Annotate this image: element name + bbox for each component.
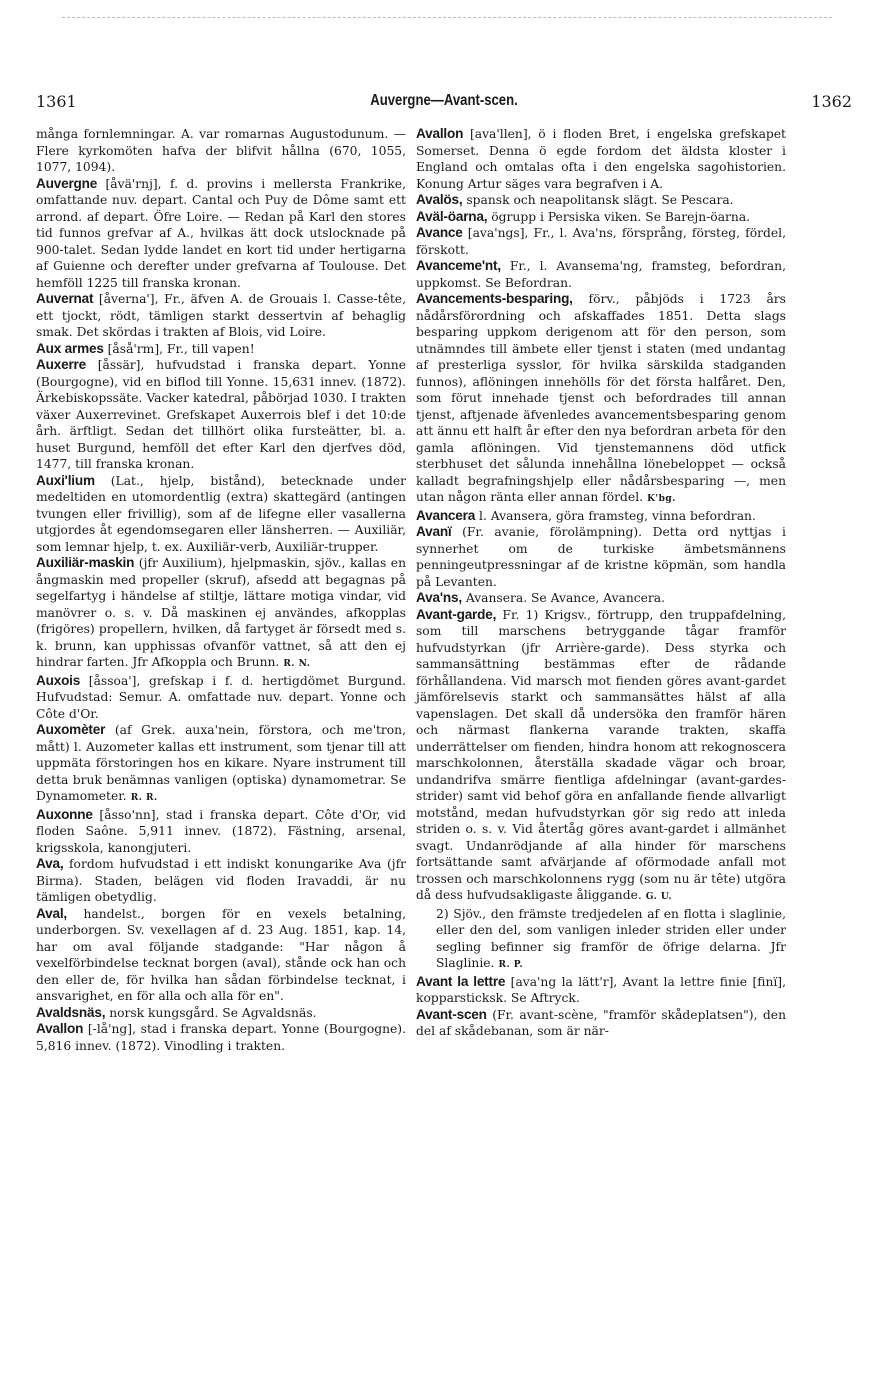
author-signature: K'bg. (647, 494, 676, 504)
entry-text: l. Avansera, göra framsteg, vinna befordran. (475, 508, 756, 523)
entry-text: [åverna'], Fr., äfven A. de Grouais l. Casse-tête, ett tjockt, rödt, tämligen starkt dessertvin af behaglig smak. Det skördas i trakten af Blois, vid Loire. (36, 292, 406, 339)
dictionary-entry (36, 856, 406, 906)
entry-text: Avansera. Se Avance, Avancera. (461, 591, 666, 605)
entry-text: [åssär], hufvudstad i franska depart. Yonne (Bourgogne), vid en biflod till Yonne. 15,631 innev. (1872). Ärkebiskopssäte. Vacker katedral, påbörjad 1030. I trakten växer Auxerrevinet. Grefskapet Auxerrois blef i det 10:de årh. ärftligt. Sedan det tillhört olika fursteätter, bl. a. huset Burgund, hemföll det efter Karl den djerfves död, 1477, till franska kronan. (36, 358, 406, 471)
entry-headword: Aval, (36, 905, 67, 921)
entry-text: (Fr. avanie, förolämpning). Detta ord nyttjas i synnerhet om de turkiske ämbetsmännens penningeutpressningar af de kristne köpmän, som handla på Levanten. (416, 525, 786, 589)
entry-text: [-lå'ng], stad i franska depart. Yonne (Bourgogne). 5,816 innev. (1872). Vinodling i trakten. (36, 1022, 406, 1053)
dictionary-entry (36, 357, 406, 473)
page-number-right: 1362 (811, 92, 852, 111)
running-title: Auvergne—Avant-scen. (370, 92, 518, 109)
dictionary-entry (416, 209, 786, 226)
entry-text: handelst., borgen för en vexels betalning, underborgen. Sv. vexellagen af d. 23 Aug. 1851, kap. 14, har om aval följande stadgande: "Har någon å vexelförbindelse tecknat borgen (aval), stånde ock han och den eller de, för hvilka han sådan förbindelse tecknat, i ansvarighet, en för alla och alla för en". (36, 906, 406, 1003)
entry-text: [ava'ng la lätt'r], Avant la lettre finie [finï], kopparsticksk. Se Aftryck. (416, 974, 786, 1005)
entry-headword: Aux armes (36, 340, 104, 356)
dictionary-entry (36, 1005, 406, 1022)
dictionary-entry (36, 722, 406, 807)
entry-text: [åsso'nn], stad i franska depart. Côte d'Or, vid floden Saône. 5,911 innev. (1872). Fästning, arsenal, krigsskola, kanongjuteri. (36, 807, 406, 855)
entry-headword: Auxerre (36, 357, 86, 372)
dictionary-entry (36, 807, 406, 857)
entry-headword: Avancements-besparing, (416, 291, 573, 306)
entry-headword: Auxomèter (36, 722, 106, 737)
dictionary-entry (36, 176, 406, 292)
entry-headword: Avant-scen (416, 1006, 487, 1022)
dictionary-entry (36, 341, 406, 358)
dictionary-entry (36, 126, 406, 176)
dictionary-entry (416, 508, 786, 525)
dictionary-entry (416, 524, 786, 590)
entry-headword: Avance (416, 225, 463, 240)
entry-headword: Avancera (416, 507, 476, 523)
entry-text: spansk och neapolitansk slägt. Se Pescara. (462, 193, 734, 207)
dictionary-entry (416, 974, 786, 1007)
entry-text: (jfr Auxilium), hjelpmaskin, sjöv., kallas en ångmaskin med propeller (skruf), afsedd att begagnas på segelfartyg i händelse af stiltje, lättare motiga vindar, vid manövrer o. s. v. Då maskinen ej användes, afkopplas (frigöres) propellern, hvilken, då fartyget är försedt med s. k. brunn, kan upphissas ofvanför vattnet, så att den ej hindrar farten. Jfr Afkoppla och Brunn. (36, 556, 406, 669)
entry-headword: Avallon (416, 126, 464, 141)
dictionary-entry (416, 906, 786, 974)
entry-text: många fornlemningar. A. var romarnas Augustodunum. — Flere kyrkomöten hafva der blifvit hållna (670, 1055, 1077, 1094). (36, 127, 406, 174)
entry-headword: Ava, (36, 856, 64, 871)
entry-headword: Avanceme'nt, (416, 258, 501, 273)
dictionary-entry (416, 607, 786, 906)
entry-headword: Avant la lettre (416, 973, 506, 989)
dictionary-entry (416, 126, 786, 192)
entry-text: [åså'rm], Fr., till vapen! (103, 341, 255, 356)
dictionary-entry (36, 555, 406, 673)
right-column (416, 126, 786, 1040)
entry-headword: Avallon (36, 1021, 84, 1036)
entry-text: förv., påbjöds i 1723 års nådårsförordning och afskaffades 1851. Detta slags besparing uppkom derigenom att för den person, som utnämndes till ämbete eller tjenst i staten (med undantag af presterliga sysslor, för hvilka särskilda stadganden funnos), aflöningen innehölls för det första halfåret. Den, som förut innehade tjenst och befordrades till annan tjenst, aftjenade äfvenledes avancementsbesparing genom att ännu ett halft år efter den nya befordran arbeta för den gamla aflöningen. Vid tjenstemannens död utfick sterbhuset det sålunda innehållna lönebeloppet — också kalladt begrafningshjelp eller nådårsbesparing —, men utan någon ränta eller annan fördel. (416, 292, 786, 504)
entry-headword: Auxois (36, 672, 81, 688)
dictionary-entry (416, 590, 786, 607)
author-signature: G. U. (645, 892, 673, 902)
entry-text: norsk kungsgård. Se Agvaldsnäs. (105, 1005, 317, 1020)
entry-text: Fr. 1) Krigsv., förtrupp, den truppafdelning, som till marschens betryggande tågar framför hufvudstyrkan (jfr Arrière-garde). Dess styrka och sammansättning bestämmas efter de rådande förhållandena. Vid marsch mot fienden göres avant-gardet jämförelsevis starkt och sammansättes hälst af alla vapenslagen. Det skall då undersöka den framför hären och närmast flankerna varande trakten, skaffa underrättelser om fienden, hindra honom att rekognoscera marschkolonnen, återställa skadade vägar och broar, undandrifva smärre fientliga afdelningar (avant-gardes-strider) samt vid behof göra en anfallande fiende allvarligt motstånd, medan hufvudstyrkan gör sig redo att inleda striden o. s. v. Vid återtåg göres avant-gardet i allmänhet svagt. Undanrödjande af alla hinder för marschens fortsättande samt afvärjande af oförmodade anfall mot trossen och marschkolonnens rygg (som nu är tête) utgöra då dess hufvudsakligaste åliggande. (416, 607, 786, 902)
entry-headword: Auvergne (36, 175, 98, 191)
entry-headword: Avaldsnäs, (36, 1004, 106, 1020)
dictionary-entry (416, 1007, 786, 1040)
page-header (36, 92, 852, 114)
entry-text: ögrupp i Persiska viken. Se Barejn-öarna. (487, 209, 751, 224)
entry-text: [åssoa'], grefskap i f. d. hertigdömet Burgund. Hufvudstad: Semur. A. omfattade nuv. depart. Yonne och Côte d'Or. (36, 673, 406, 721)
entry-headword: Auvernat (36, 291, 94, 306)
entry-headword: Aväl-öarna, (416, 208, 488, 224)
dictionary-entry (36, 906, 406, 1005)
entry-text: fordom hufvudstad i ett indiskt konungarike Ava (jfr Birma). Staden, belägen vid floden Iravaddi, är nu tämligen obetydlig. (36, 857, 406, 904)
entry-headword: Auxonne (36, 806, 93, 822)
page-number-left: 1361 (36, 92, 77, 111)
entry-text: (Fr. avant-scène, "framför skådeplatsen"), den del af skådebanan, som är när- (416, 1007, 786, 1038)
entry-text: (Lat., hjelp, bistånd), betecknade under medeltiden en utomordentlig (extra) skattegärd (antingen tvungen eller frivillig), som af de lifegne eller vasallerna utgjordes åt egendomsegaren eller länsherren. — Auxiliär, som lemnar hjelp, t. ex. Auxiliär-verb, Auxiliär-trupper. (36, 473, 406, 554)
entry-text: 2) Sjöv., den främste tredjedelen af en flotta i slaglinie, eller den del, som vanligen inleder striden eller under segling befinner sig framför de öfrige delarna. Jfr Slaglinie. (436, 906, 786, 970)
entry-text: Fr., l. Avansema'ng, framsteg, befordran, uppkomst. Se Befordran. (416, 259, 786, 290)
author-signature: R. R. (130, 793, 158, 803)
author-signature: R. N. (283, 659, 311, 669)
left-column (36, 126, 406, 1054)
entry-headword: Ava'ns, (416, 590, 462, 605)
entry-headword: Auxi'lium (36, 472, 95, 488)
entry-text: [ava'ngs], Fr., l. Ava'ns, försprång, försteg, fördel, förskott. (416, 226, 786, 257)
author-signature: R. P. (498, 960, 524, 970)
dictionary-entry (36, 291, 406, 341)
dictionary-entry (416, 258, 786, 291)
dictionary-entry (36, 673, 406, 723)
top-border-rule (62, 17, 832, 18)
entry-text: (af Grek. auxa'nein, förstora, och me'tron, mått) l. Auzometer kallas ett instrument, som tjenar till att uppmäta förstoringen hos en kikare. Nyare instrument till detta bruk benämnas vanligen (optiska) dynamometrar. Se Dynamometer. (36, 723, 406, 803)
dictionary-entry (416, 225, 786, 258)
entry-headword: Auxiliär-maskin (36, 555, 135, 570)
dictionary-entry (36, 473, 406, 556)
entry-headword: Avanï (416, 524, 452, 539)
dictionary-entry (416, 192, 786, 209)
entry-text: [ava'llen], ö i floden Bret, i engelska grefskapet Somerset. Denna ö egde fordom det äldsta kloster i England och omtalas ofta i den engelska sagohistorien. Konung Artur säges vara begrafven i A. (416, 127, 786, 191)
dictionary-entry (36, 1021, 406, 1054)
entry-text: [åvä'rnj], f. d. provins i mellersta Frankrike, omfattande nuv. depart. Cantal och Puy de Dôme samt ett arrond. af depart. Öfre Loire. — Redan på Karl den stores tid funnos grefvar af A., hvilkas ätt dock utslocknade på 900-talet. Sedan lydde landet en kort tid under hertigarna af Guienne och derefter under grefvarna af Toulouse. Det hemföll 1225 till franska kronan. (36, 176, 406, 290)
entry-headword: Avant-garde, (416, 606, 497, 622)
entry-headword: Avalös, (416, 192, 463, 207)
dictionary-entry (416, 291, 786, 508)
